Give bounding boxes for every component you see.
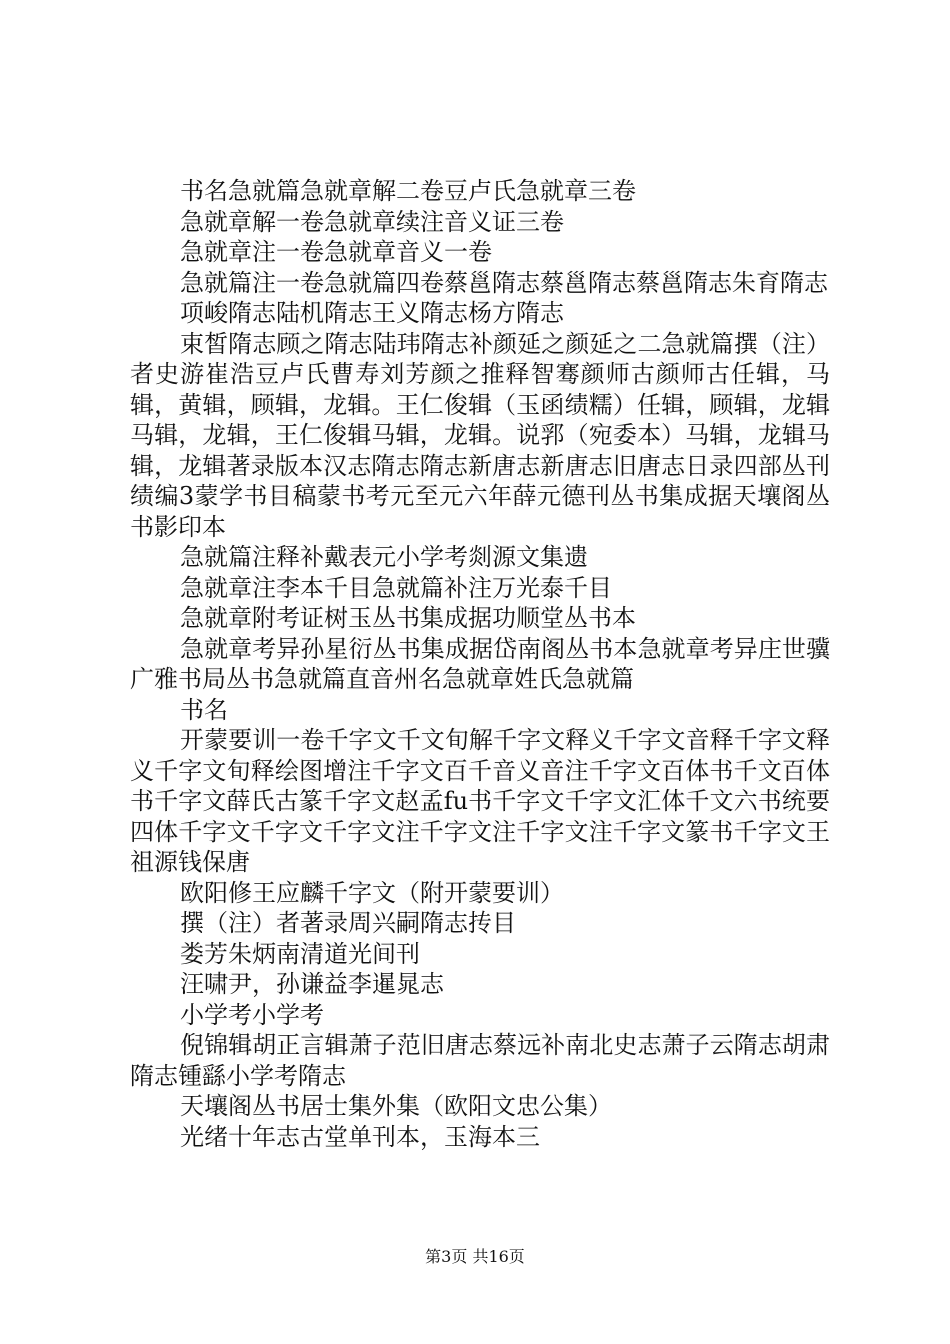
paragraph: 急就章注一卷急就章音义一卷 (180, 238, 492, 266)
paragraph: 欧阳修王应麟千字文（附开蒙要训） (180, 878, 564, 907)
paragraph: 项峻隋志陆机隋志王义隋志杨方隋志 (180, 299, 564, 327)
paragraph: 撰（注）者著录周兴嗣隋志抟目 (180, 909, 516, 937)
paragraph: 急就篇注一卷急就篇四卷蔡邕隋志蔡邕隋志蔡邕隋志朱育隋志 (180, 268, 828, 297)
paragraph: 急就篇注释补戴表元小学考剡源文集遗 (180, 543, 588, 571)
paragraph: 娄芳朱炳南清道光间刊 (180, 939, 420, 968)
page-footer (0, 1247, 950, 1267)
paragraph: 倪锦辑胡正言辑萧子范旧唐志蔡远补南北史志萧子云隋志胡肃隋志锺繇小学考隋志 (130, 1031, 830, 1090)
paragraph: 急就章解一卷急就章续注音义证三卷 (180, 207, 564, 236)
paragraph: 急就章注李本千目急就篇补注万光泰千目 (180, 573, 612, 602)
paragraph: 急就章考异孙星衍丛书集成据岱南阁丛书本急就章考异庄世骥广雅书局丛书急就篇直音州名急就章姓氏急就篇 (130, 634, 830, 693)
page-number-label: 第3页 共16页 (425, 1247, 525, 1266)
paragraph: 光绪十年志古堂单刊本，玉海本三 (180, 1122, 540, 1151)
paragraph: 束皙隋志顾之隋志陆玮隋志补颜延之颜延之二急就篇撰（注）者史游崔浩豆卢氏曹寿刘芳颜之推释智骞颜师古颜师古任辑，马辑，黄辑，顾辑，龙辑。王仁俊辑（玉函绩糯）任辑，顾辑，龙辑马辑，龙辑，王仁俊辑马辑，龙辑。说郛（宛委本）马辑，龙辑马辑，龙辑著录版本汉志隋志隋志新唐志新唐志旧唐志日录四部丛刊绩编3蒙学书目稿蒙书考元至元六年薛元德刊丛书集成据天壤阁丛书影印本 (130, 329, 830, 541)
paragraph: 开蒙要训一卷千字文千文旬解千字文释义千字文音释千字文释义千字文旬释绘图增注千字文百千音义音注千字文百体书千文百体书千字文薛氏古篆千字文赵孟fu书千字文千字文汇体千文六书统要四体千字文千字文千字文注千字文注千字文注千字文篆书千字文王祖源钱保唐 (130, 726, 830, 876)
paragraph: 书名急就篇急就章解二卷豆卢氏急就章三卷 (180, 177, 636, 205)
paragraph: 汪啸尹，孙谦益李暹晁志 (180, 970, 444, 998)
paragraph: 天壤阁丛书居士集外集（欧阳文忠公集） (180, 1092, 612, 1120)
paragraph: 书名 (180, 695, 228, 724)
document-body (130, 176, 830, 1152)
paragraph: 小学考小学考 (180, 1000, 324, 1029)
paragraph: 急就章附考证树玉丛书集成据功顺堂丛书本 (180, 604, 636, 632)
